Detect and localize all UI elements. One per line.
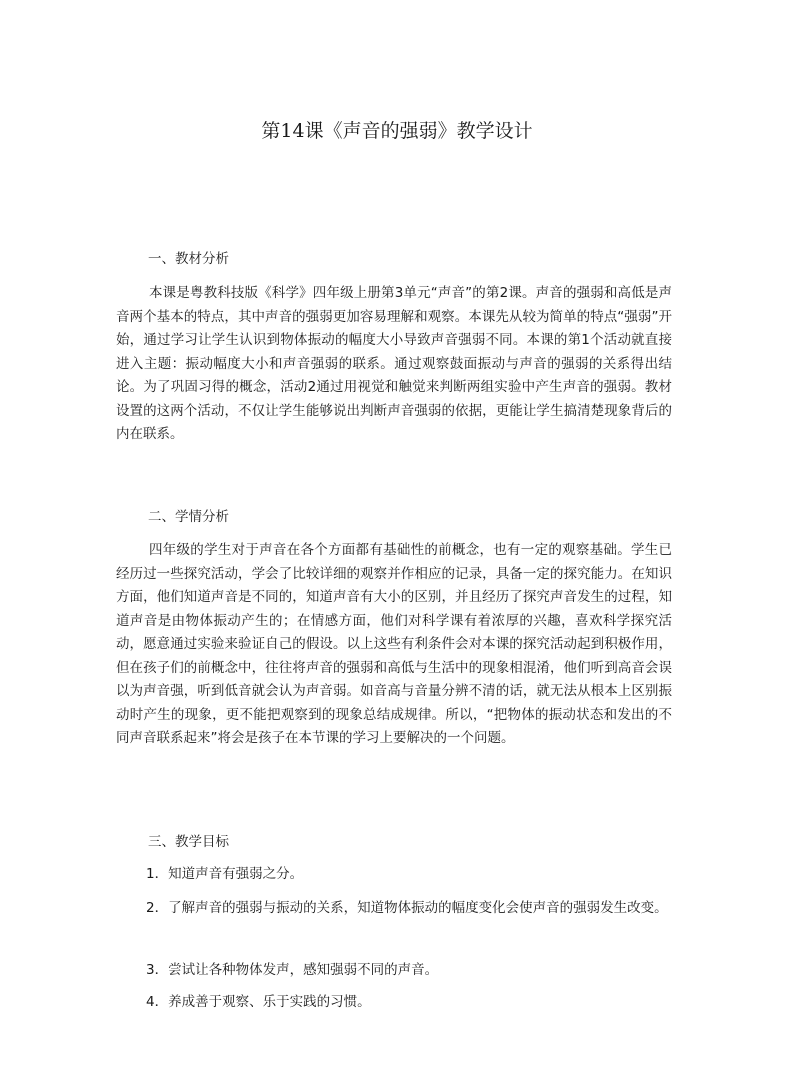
- goal-item: 2．了解声音的强弱与振动的关系，知道物体振动的幅度变化会使声音的强弱发生改变。: [146, 900, 668, 916]
- goal-item: 1．知道声音有强弱之分。: [146, 866, 304, 882]
- section-heading-materials: 一、教材分析: [148, 251, 229, 267]
- section-heading-students: 二、学情分析: [148, 509, 229, 525]
- goal-item: 4．养成善于观察、乐于实践的习惯。: [146, 994, 371, 1010]
- section-paragraph-materials: 本课是粤教科技版《科学》四年级上册第3单元“声音”的第2课。声音的强弱和高低是声音两个基本的特点，其中声音的强弱更加容易理解和观察。本课先从较为简单的特点“强弱”开始，通过学习让学生认识到物体振动的幅度大小导致声音强弱不同。本课的第1个活动就直接进入主题：振动幅度大小和声音强弱的联系。通过观察鼓面振动与声音的强弱的关系得出结论。为了巩固习得的概念，活动2通过用视觉和触觉来判断两组实验中产生声音的强弱。教材设置的这两个活动，不仅让学生能够说出判断声音强弱的依据，更能让学生搞清楚现象背后的内在联系。: [116, 285, 672, 442]
- section-heading-goals: 三、教学目标: [148, 834, 229, 850]
- section-paragraph-students: 四年级的学生对于声音在各个方面都有基础性的前概念，也有一定的观察基础。学生已经历过一些探究活动，学会了比较详细的观察并作相应的记录，具备一定的探究能力。在知识方面，他们知道声音是不同的，知道声音有大小的区别，并且经历了探究声音发生的过程，知道声音是由物体振动产生的；在情感方面，他们对科学课有着浓厚的兴趣，喜欢科学探究活动，愿意通过实验来验证自己的假设。以上这些有利条件会对本课的探究活动起到积极作用，但在孩子们的前概念中，往往将声音的强弱和高低与生活中的现象相混淆，他们听到高音会误以为声音强，听到低音就会认为声音弱。如音高与音量分辨不清的话，就无法从根本上区别振动时产生的现象，更不能把观察到的现象总结成规律。所以，“把物体的振动状态和发出的不同声音联系起来”将会是孩子在本节课的学习上要解决的一个问题。: [116, 542, 672, 746]
- goal-item: 3．尝试让各种物体发声，感知强弱不同的声音。: [146, 962, 439, 978]
- document-title: 第14课《声音的强弱》教学设计: [261, 120, 533, 142]
